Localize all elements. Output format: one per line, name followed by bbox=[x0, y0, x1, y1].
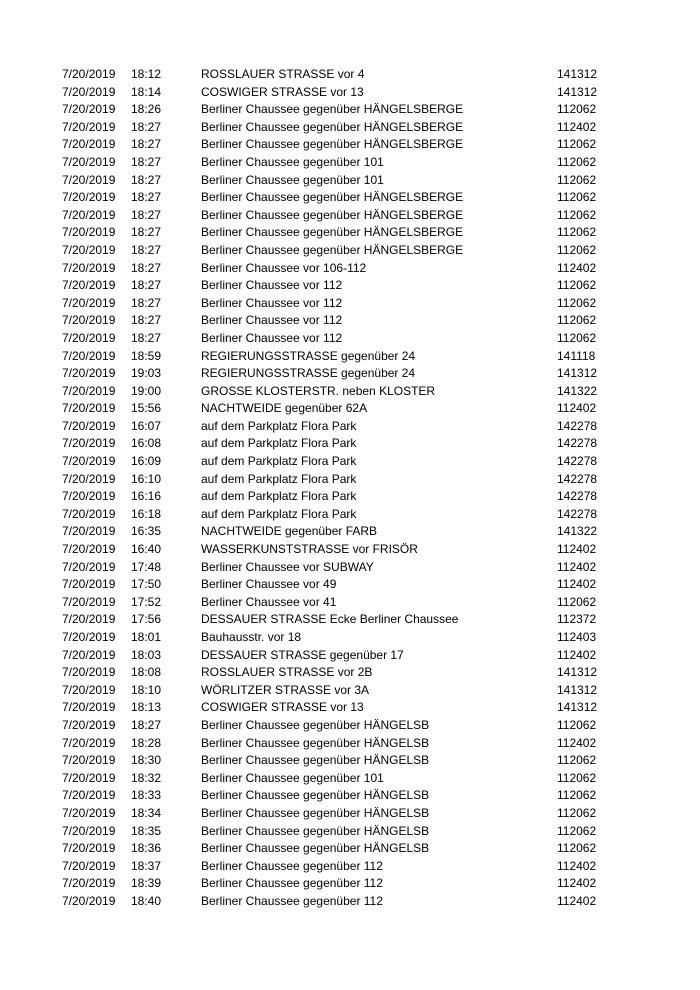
time-cell: 18:27 bbox=[131, 154, 162, 169]
date-cell: 7/20/2019 bbox=[62, 154, 116, 169]
code-cell: 141312 bbox=[557, 84, 598, 99]
date-cell: 7/20/2019 bbox=[62, 436, 116, 451]
code-cell: 142278 bbox=[557, 506, 598, 521]
location-cell: Berliner Chaussee gegenüber HÄNGELSBERGE bbox=[201, 207, 464, 222]
code-cell: 112062 bbox=[557, 717, 597, 732]
table-row bbox=[0, 523, 700, 541]
date-cell: 7/20/2019 bbox=[62, 225, 116, 240]
table-row bbox=[0, 365, 700, 383]
time-cell: 18:10 bbox=[131, 682, 162, 697]
code-cell: 112062 bbox=[557, 154, 597, 169]
table-row bbox=[0, 277, 700, 295]
table-row bbox=[0, 435, 700, 453]
date-cell: 7/20/2019 bbox=[62, 313, 116, 328]
date-cell: 7/20/2019 bbox=[62, 295, 116, 310]
time-cell: 18:27 bbox=[131, 242, 162, 257]
table-row bbox=[0, 471, 700, 489]
code-cell: 112062 bbox=[557, 841, 597, 856]
date-cell: 7/20/2019 bbox=[62, 735, 116, 750]
code-cell: 112402 bbox=[557, 260, 597, 275]
location-cell: Berliner Chaussee vor 112 bbox=[201, 295, 343, 310]
date-cell: 7/20/2019 bbox=[62, 242, 116, 257]
code-cell: 141312 bbox=[557, 366, 598, 381]
time-cell: 16:35 bbox=[131, 524, 162, 539]
location-cell: Berliner Chaussee vor 106-112 bbox=[201, 260, 367, 275]
table-row bbox=[0, 893, 700, 911]
code-cell: 112062 bbox=[557, 330, 597, 345]
table-row bbox=[0, 699, 700, 717]
location-cell: Berliner Chaussee gegenüber HÄNGELSB bbox=[201, 805, 430, 820]
time-cell: 18:27 bbox=[131, 295, 162, 310]
location-cell: COSWIGER STRASSE vor 13 bbox=[201, 84, 364, 99]
time-cell: 16:18 bbox=[131, 506, 162, 521]
code-cell: 112062 bbox=[557, 102, 597, 117]
date-cell: 7/20/2019 bbox=[62, 67, 116, 81]
date-cell: 7/20/2019 bbox=[62, 102, 116, 117]
date-cell: 7/20/2019 bbox=[62, 753, 116, 768]
time-cell: 18:27 bbox=[131, 260, 162, 275]
location-cell: Berliner Chaussee gegenüber HÄNGELSB bbox=[201, 753, 430, 768]
location-cell: Berliner Chaussee vor 41 bbox=[201, 594, 337, 609]
time-cell: 18:32 bbox=[131, 770, 162, 785]
date-cell: 7/20/2019 bbox=[62, 594, 116, 609]
location-cell: Berliner Chaussee gegenüber 112 bbox=[201, 858, 383, 873]
date-cell: 7/20/2019 bbox=[62, 119, 116, 134]
code-cell: 112062 bbox=[557, 805, 597, 820]
date-cell: 7/20/2019 bbox=[62, 858, 116, 873]
time-cell: 18:27 bbox=[131, 330, 162, 345]
code-cell: 142278 bbox=[557, 471, 598, 486]
date-cell: 7/20/2019 bbox=[62, 805, 116, 820]
location-cell: Berliner Chaussee vor 112 bbox=[201, 313, 343, 328]
location-cell: Berliner Chaussee gegenüber HÄNGELSBERGE bbox=[201, 242, 464, 257]
location-cell: Berliner Chaussee gegenüber 101 bbox=[201, 172, 384, 187]
date-cell: 7/20/2019 bbox=[62, 542, 116, 557]
table-row bbox=[0, 383, 700, 401]
time-cell: 16:08 bbox=[131, 436, 162, 451]
location-cell: Berliner Chaussee gegenüber HÄNGELSB bbox=[201, 717, 430, 732]
time-cell: 18:27 bbox=[131, 190, 162, 205]
time-cell: 18:27 bbox=[131, 119, 162, 134]
location-cell: Berliner Chaussee vor 112 bbox=[201, 330, 343, 345]
code-cell: 112062 bbox=[557, 190, 597, 205]
date-cell: 7/20/2019 bbox=[62, 489, 116, 504]
location-cell: auf dem Parkplatz Flora Park bbox=[201, 489, 357, 504]
table-row bbox=[0, 119, 700, 137]
time-cell: 18:40 bbox=[131, 893, 162, 908]
date-cell: 7/20/2019 bbox=[62, 418, 116, 433]
date-cell: 7/20/2019 bbox=[62, 366, 116, 381]
time-cell: 18:27 bbox=[131, 207, 162, 222]
table-row bbox=[0, 875, 700, 893]
code-cell: 141312 bbox=[557, 665, 598, 680]
code-cell: 112402 bbox=[557, 542, 597, 557]
time-cell: 18:36 bbox=[131, 841, 162, 856]
date-cell: 7/20/2019 bbox=[62, 876, 116, 891]
date-cell: 7/20/2019 bbox=[62, 893, 116, 908]
table-row bbox=[0, 418, 700, 436]
table-row bbox=[0, 348, 700, 366]
date-cell: 7/20/2019 bbox=[62, 383, 116, 398]
code-cell: 112062 bbox=[557, 278, 597, 293]
code-cell: 142278 bbox=[557, 418, 598, 433]
table-row bbox=[0, 295, 700, 313]
code-cell: 112062 bbox=[557, 823, 597, 838]
table-row bbox=[0, 66, 700, 84]
table-row bbox=[0, 840, 700, 858]
code-cell: 141118 bbox=[557, 348, 596, 363]
table-row bbox=[0, 629, 700, 647]
location-cell: Berliner Chaussee gegenüber HÄNGELSBERGE bbox=[201, 119, 464, 134]
time-cell: 18:30 bbox=[131, 753, 162, 768]
time-cell: 17:50 bbox=[131, 577, 162, 592]
code-cell: 112062 bbox=[557, 137, 597, 152]
location-cell: Berliner Chaussee gegenüber 112 bbox=[201, 893, 383, 908]
code-cell: 112402 bbox=[557, 735, 597, 750]
time-cell: 18:01 bbox=[131, 630, 162, 644]
location-cell: DESSAUER STRASSE gegenüber 17 bbox=[201, 647, 404, 662]
time-cell: 18:35 bbox=[131, 823, 162, 838]
date-cell: 7/20/2019 bbox=[62, 471, 116, 486]
code-cell: 112062 bbox=[557, 225, 597, 240]
time-cell: 18:26 bbox=[131, 102, 162, 117]
date-cell: 7/20/2019 bbox=[62, 788, 116, 803]
location-cell: Berliner Chaussee gegenüber HÄNGELSBERGE bbox=[201, 190, 464, 205]
date-cell: 7/20/2019 bbox=[62, 260, 116, 275]
table-row bbox=[0, 770, 700, 788]
table-row bbox=[0, 682, 700, 700]
time-cell: 18:03 bbox=[131, 647, 162, 662]
code-cell: 141312 bbox=[557, 682, 598, 697]
date-cell: 7/20/2019 bbox=[62, 190, 116, 205]
code-cell: 142278 bbox=[557, 436, 598, 451]
location-cell: auf dem Parkplatz Flora Park bbox=[201, 471, 357, 486]
time-cell: 18:59 bbox=[131, 348, 162, 363]
code-cell: 112402 bbox=[557, 401, 597, 416]
date-cell: 7/20/2019 bbox=[62, 524, 116, 539]
table-row bbox=[0, 541, 700, 559]
location-cell: Berliner Chaussee gegenüber 112 bbox=[201, 876, 383, 891]
time-cell: 16:10 bbox=[131, 471, 162, 486]
location-cell: Berliner Chaussee vor 112 bbox=[201, 278, 343, 293]
date-cell: 7/20/2019 bbox=[62, 506, 116, 521]
table-row bbox=[0, 101, 700, 119]
code-cell: 112062 bbox=[557, 788, 597, 803]
location-cell: WASSERKUNSTSTRASSE vor FRISÖR bbox=[201, 542, 418, 557]
time-cell: 18:34 bbox=[131, 805, 162, 820]
code-cell: 112402 bbox=[557, 647, 597, 662]
date-cell: 7/20/2019 bbox=[62, 700, 116, 715]
table-row bbox=[0, 400, 700, 418]
date-cell: 7/20/2019 bbox=[62, 330, 116, 345]
date-cell: 7/20/2019 bbox=[62, 770, 116, 785]
code-cell: 112062 bbox=[557, 594, 597, 609]
time-cell: 17:52 bbox=[131, 594, 162, 609]
time-cell: 16:16 bbox=[131, 489, 162, 504]
time-cell: 15:56 bbox=[131, 401, 162, 416]
date-cell: 7/20/2019 bbox=[62, 612, 116, 627]
table-row bbox=[0, 453, 700, 471]
time-cell: 18:39 bbox=[131, 876, 162, 891]
date-cell: 7/20/2019 bbox=[62, 823, 116, 838]
table-row bbox=[0, 823, 700, 841]
time-cell: 19:03 bbox=[131, 366, 162, 381]
time-cell: 19:00 bbox=[131, 383, 162, 398]
time-cell: 18:08 bbox=[131, 665, 162, 680]
code-cell: 112402 bbox=[557, 577, 597, 592]
table-row bbox=[0, 594, 700, 612]
location-cell: Berliner Chaussee gegenüber HÄNGELSBERGE bbox=[201, 225, 464, 240]
table-row bbox=[0, 752, 700, 770]
location-cell: WÖRLITZER STRASSE vor 3A bbox=[201, 682, 370, 697]
table-row bbox=[0, 488, 700, 506]
location-cell: REGIERUNGSSTRASSE gegenüber 24 bbox=[201, 366, 416, 381]
location-cell: Bauhausstr. vor 18 bbox=[201, 630, 302, 644]
date-cell: 7/20/2019 bbox=[62, 172, 116, 187]
table-row bbox=[0, 559, 700, 577]
location-cell: ROSSLAUER STRASSE vor 2B bbox=[201, 665, 373, 680]
table-row bbox=[0, 312, 700, 330]
table-row bbox=[0, 647, 700, 665]
location-cell: NACHTWEIDE gegenüber FARB bbox=[201, 524, 378, 539]
table-row bbox=[0, 224, 700, 242]
location-cell: ROSSLAUER STRASSE vor 4 bbox=[201, 67, 365, 81]
location-cell: Berliner Chaussee vor 49 bbox=[201, 577, 337, 592]
location-cell: auf dem Parkplatz Flora Park bbox=[201, 506, 357, 521]
time-cell: 18:27 bbox=[131, 313, 162, 328]
date-cell: 7/20/2019 bbox=[62, 84, 116, 99]
code-cell: 141322 bbox=[557, 524, 598, 539]
code-cell: 112062 bbox=[557, 753, 597, 768]
time-cell: 18:27 bbox=[131, 172, 162, 187]
time-cell: 16:09 bbox=[131, 454, 162, 469]
time-cell: 18:13 bbox=[131, 700, 162, 715]
code-cell: 112402 bbox=[557, 858, 597, 873]
table-row bbox=[0, 611, 700, 629]
location-cell: auf dem Parkplatz Flora Park bbox=[201, 454, 357, 469]
time-cell: 18:37 bbox=[131, 858, 162, 873]
date-cell: 7/20/2019 bbox=[62, 348, 116, 363]
location-cell: NACHTWEIDE gegenüber 62A bbox=[201, 401, 368, 416]
records-table bbox=[0, 66, 700, 911]
date-cell: 7/20/2019 bbox=[62, 717, 116, 732]
date-cell: 7/20/2019 bbox=[62, 559, 116, 574]
table-row bbox=[0, 735, 700, 753]
time-cell: 18:27 bbox=[131, 225, 162, 240]
location-cell: REGIERUNGSSTRASSE gegenüber 24 bbox=[201, 348, 416, 363]
location-cell: DESSAUER STRASSE Ecke Berliner Chaussee bbox=[201, 612, 459, 627]
code-cell: 141312 bbox=[557, 700, 598, 715]
table-row bbox=[0, 330, 700, 348]
code-cell: 141312 bbox=[557, 67, 598, 81]
table-row bbox=[0, 664, 700, 682]
code-cell: 112402 bbox=[557, 893, 597, 908]
location-cell: COSWIGER STRASSE vor 13 bbox=[201, 700, 364, 715]
code-cell: 112062 bbox=[557, 313, 597, 328]
date-cell: 7/20/2019 bbox=[62, 841, 116, 856]
time-cell: 18:27 bbox=[131, 717, 162, 732]
location-cell: Berliner Chaussee gegenüber HÄNGELSB bbox=[201, 823, 430, 838]
table-row bbox=[0, 576, 700, 594]
time-cell: 18:28 bbox=[131, 735, 162, 750]
code-cell: 112062 bbox=[557, 207, 597, 222]
location-cell: Berliner Chaussee gegenüber HÄNGELSB bbox=[201, 735, 430, 750]
table-row bbox=[0, 717, 700, 735]
date-cell: 7/20/2019 bbox=[62, 401, 116, 416]
code-cell: 112403 bbox=[557, 630, 597, 644]
date-cell: 7/20/2019 bbox=[62, 207, 116, 222]
time-cell: 18:27 bbox=[131, 278, 162, 293]
table-row bbox=[0, 260, 700, 278]
table-row bbox=[0, 207, 700, 225]
table-row bbox=[0, 136, 700, 154]
code-cell: 112402 bbox=[557, 559, 597, 574]
code-cell: 112402 bbox=[557, 119, 597, 134]
date-cell: 7/20/2019 bbox=[62, 278, 116, 293]
table-row bbox=[0, 242, 700, 260]
date-cell: 7/20/2019 bbox=[62, 665, 116, 680]
date-cell: 7/20/2019 bbox=[62, 137, 116, 152]
time-cell: 17:48 bbox=[131, 559, 162, 574]
location-cell: Berliner Chaussee gegenüber HÄNGELSB bbox=[201, 788, 430, 803]
code-cell: 112372 bbox=[557, 612, 597, 627]
time-cell: 18:14 bbox=[131, 84, 162, 99]
table-row bbox=[0, 858, 700, 876]
time-cell: 16:07 bbox=[131, 418, 162, 433]
table-row bbox=[0, 84, 700, 102]
time-cell: 16:40 bbox=[131, 542, 162, 557]
table-row bbox=[0, 189, 700, 207]
table-row bbox=[0, 787, 700, 805]
code-cell: 141322 bbox=[557, 383, 598, 398]
date-cell: 7/20/2019 bbox=[62, 577, 116, 592]
location-cell: auf dem Parkplatz Flora Park bbox=[201, 436, 357, 451]
time-cell: 18:27 bbox=[131, 137, 162, 152]
code-cell: 142278 bbox=[557, 454, 598, 469]
location-cell: Berliner Chaussee gegenüber 101 bbox=[201, 770, 384, 785]
code-cell: 142278 bbox=[557, 489, 598, 504]
location-cell: Berliner Chaussee gegenüber HÄNGELSBERGE bbox=[201, 102, 464, 117]
table-row bbox=[0, 805, 700, 823]
table-row bbox=[0, 172, 700, 190]
code-cell: 112062 bbox=[557, 295, 597, 310]
time-cell: 18:12 bbox=[131, 67, 162, 81]
time-cell: 17:56 bbox=[131, 612, 162, 627]
date-cell: 7/20/2019 bbox=[62, 647, 116, 662]
location-cell: Berliner Chaussee gegenüber HÄNGELSB bbox=[201, 841, 430, 856]
location-cell: auf dem Parkplatz Flora Park bbox=[201, 418, 357, 433]
location-cell: Berliner Chaussee gegenüber 101 bbox=[201, 154, 384, 169]
time-cell: 18:33 bbox=[131, 788, 162, 803]
code-cell: 112062 bbox=[557, 770, 597, 785]
code-cell: 112062 bbox=[557, 242, 597, 257]
table-row bbox=[0, 154, 700, 172]
code-cell: 112062 bbox=[557, 172, 597, 187]
date-cell: 7/20/2019 bbox=[62, 630, 116, 644]
location-cell: GROSSE KLOSTERSTR. neben KLOSTER bbox=[201, 383, 436, 398]
location-cell: Berliner Chaussee vor SUBWAY bbox=[201, 559, 374, 574]
date-cell: 7/20/2019 bbox=[62, 454, 116, 469]
location-cell: Berliner Chaussee gegenüber HÄNGELSBERGE bbox=[201, 137, 464, 152]
date-cell: 7/20/2019 bbox=[62, 682, 116, 697]
table-row bbox=[0, 506, 700, 524]
code-cell: 112402 bbox=[557, 876, 597, 891]
